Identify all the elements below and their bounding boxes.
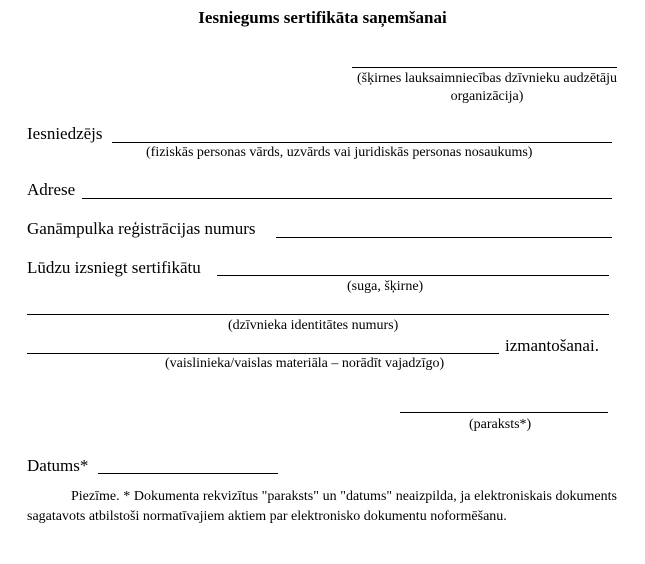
usage-label: izmantošanai.	[505, 336, 599, 355]
footnote: Piezīme. * Dokumenta rekvizītus "paraksts" un "datums" neaizpilda, ja elektroniskais dokuments sagatavots atbilstoši normatīvajiem aktiem par elektronisko dokumentu noformēšanu.	[27, 489, 617, 524]
usage-line[interactable]	[27, 353, 499, 354]
animal-id-caption: (dzīvnieka identitātes numurs)	[228, 318, 399, 333]
species-breed-line[interactable]	[217, 275, 609, 276]
herd-registration-label: Ganāmpulka reģistrācijas numurs	[27, 219, 256, 238]
applicant-label: Iesniedzējs	[27, 124, 103, 143]
organization-line[interactable]	[352, 67, 617, 68]
date-label: Datums*	[27, 456, 89, 475]
address-label: Adrese	[27, 180, 76, 199]
applicant-caption: (fiziskās personas vārds, uzvārds vai juridiskās personas nosaukums)	[146, 145, 533, 160]
signature-caption: (paraksts*)	[469, 417, 532, 432]
usage-caption: (vaislinieka/vaislas materiāla – norādīt vajadzīgo)	[165, 356, 445, 371]
herd-registration-line[interactable]	[276, 237, 612, 238]
signature-line[interactable]	[400, 412, 608, 413]
date-line[interactable]	[98, 473, 278, 474]
species-breed-caption: (suga, šķirne)	[347, 279, 424, 294]
applicant-line[interactable]	[112, 142, 612, 143]
animal-id-line[interactable]	[27, 314, 609, 315]
request-label: Lūdzu izsniegt sertifikātu	[27, 258, 201, 277]
organization-caption: (šķirnes lauksaimniecības dzīvnieku audzētāju organizācija)	[356, 71, 618, 104]
address-line[interactable]	[82, 198, 612, 199]
page-title: Iesniegums sertifikāta saņemšanai	[198, 8, 447, 27]
